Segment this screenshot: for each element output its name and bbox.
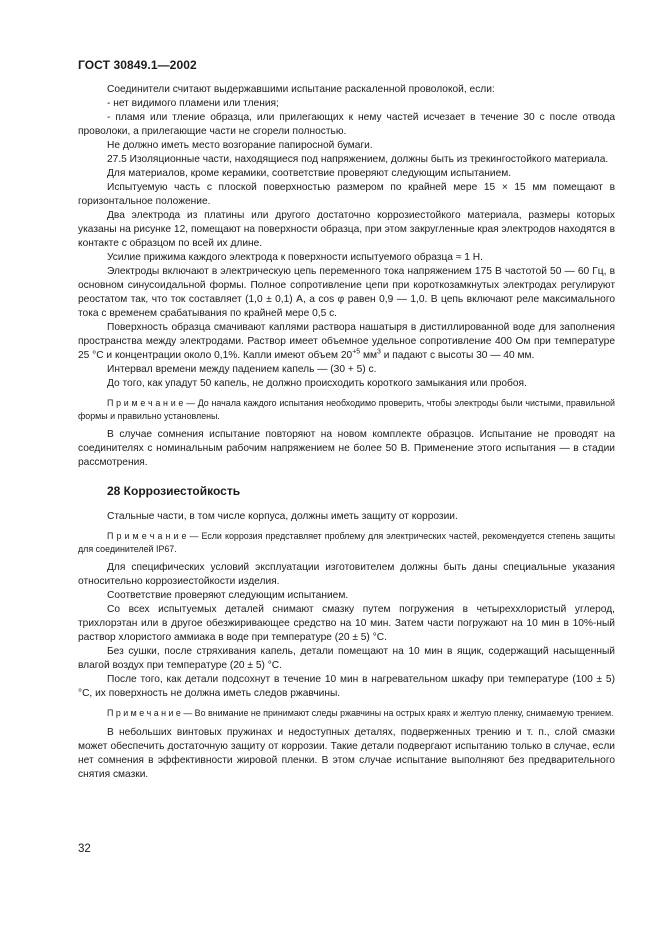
paragraph: В небольших винтовых пружинах и недоступных деталях, подверженных трению и т. п., слой смазки может обеспечить достаточную защиту от коррозии. Такие детали подвергают испытанию только в случае, если нет сомнения в эффективности жировой пленки. В этом случае испытание выполняют без предварительного снятия смазки. — [78, 726, 615, 780]
note-label: П р и м е ч а н и е — [107, 531, 187, 541]
note-text: — До начала каждого испытания необходимо проверить, чтобы электроды были чистыми, правильной формы и правильно установлены. — [78, 398, 615, 421]
paragraph: Соответствие проверяют следующим испытанием. — [107, 590, 349, 601]
page-number: 32 — [78, 843, 91, 855]
paragraph: Не должно иметь место возгорание папиросной бумаги. — [107, 140, 373, 151]
document-header: ГОСТ 30849.1—2002 — [78, 58, 197, 72]
paragraph: Интервал времени между падением капель — (30 + 5) с. — [107, 364, 377, 375]
note-text: — Если коррозия представляет проблему для электрических частей, рекомендуется степень защиты для соединителей IP67. — [78, 531, 615, 554]
list-item: - пламя или тление образца, или прилегающих к нему частей исчезает в течение 30 с после отвода проволоки, а прилегающие части не сгорели полностью. — [78, 112, 615, 137]
superscript: +5 — [352, 348, 361, 356]
paragraph: Соединители считают выдержавшими испытание раскаленной проволокой, если: — [107, 84, 495, 95]
text-run: Поверхность образца смачивают каплями раствора нашатыря в дистиллированной воде для заполнения пространства между электродами. Раствор имеет объемное удельное сопротивление 400 Ом при температуре 25 °С и концентрации около 0,1%. Капли имеют объем 20 — [78, 322, 615, 361]
paragraph: После того, как детали подсохнут в течение 10 мин в нагревательном шкафу при температуре (100 ± 5) °С, их поверхность не должна иметь следов ржавчины. — [78, 674, 615, 699]
paragraph: Для материалов, кроме керамики, соответствие проверяют следующим испытанием. — [107, 168, 512, 179]
paragraph: Для специфических условий эксплуатации изготовителем должны быть даны специальные указания относительно коррозиестойкости изделия. — [78, 562, 615, 587]
note-text: — Во внимание не принимают следы ржавчины на острых краях и желтую пленку, снимаемую трением. — [180, 708, 614, 718]
document-body — [78, 83, 615, 782]
paragraph: Испытуемую часть с плоской поверхностью размером по крайней мере 15 × 15 мм помещают в горизонтальное положение. — [78, 182, 615, 207]
note-label: П р и м е ч а н и е — [107, 708, 181, 718]
superscript: 3 — [377, 348, 381, 356]
text-run: мм — [360, 350, 378, 361]
paragraph: В случае сомнения испытание повторяют на новом комплекте образцов. Испытание не проводят на соединителях с номинальным рабочим напряжением не более 50 В. Применение этого испытания — в стадии рассмотрения. — [78, 429, 615, 468]
paragraph: Со всех испытуемых деталей снимают смазку путем погружения в четыреххлористый углерод, трихлорэтан или в другое обезжиривающее средство на 10 мин. Затем части погружают на 10 мин в 10%-ный раствор хлористого аммиака в воде при температуре (20 ± 5) °С. — [78, 604, 615, 643]
paragraph: Стальные части, в том числе корпуса, должны иметь защиту от коррозии. — [107, 511, 458, 522]
paragraph: Усилие прижима каждого электрода к поверхности испытуемого образца ≈ 1 Н. — [107, 252, 483, 263]
note — [78, 707, 615, 720]
paragraph: Электроды включают в электрическую цепь переменного тока напряжением 175 В частотой 50 — 60 Гц, в основном синусоидальной формы. Полное сопротивление цепи при короткозамкнутых электродах регулируют реостатом так, что ток составляет (1,0 ± 0,1) А, а cos φ равен 0,9 — 1,0. В цепь включают реле максимального тока с временем срабатывания по крайней мере 0,5 с. — [78, 266, 615, 319]
section-heading: 28 Коррозиестойкость — [107, 484, 241, 498]
text-run: и падают с высоты 30 — 40 мм. — [380, 350, 535, 361]
list-item: - нет видимого пламени или тления; — [107, 98, 279, 109]
note — [78, 530, 615, 555]
paragraph: Два электрода из платины или другого достаточно коррозиестойкого материала, размеры которых указаны на рисунке 12, помещают на поверхности образца, при этом закругленные края электродов находятся в контакте с образцом по всей их длине. — [78, 210, 615, 249]
note — [78, 397, 615, 422]
note-label: П р и м е ч а н и е — [107, 398, 184, 408]
clause-27-5: 27.5 Изоляционные части, находящиеся под напряжением, должны быть из трекингостойкого материала. — [107, 154, 609, 165]
paragraph — [78, 321, 615, 363]
paragraph: До того, как упадут 50 капель, не должно происходить короткого замыкания или пробоя. — [107, 378, 527, 389]
paragraph: Без сушки, после стряхивания капель, детали помещают на 10 мин в ящик, содержащий насыщенный влагой воздух при температуре (20 ± 5) °С. — [78, 646, 615, 671]
